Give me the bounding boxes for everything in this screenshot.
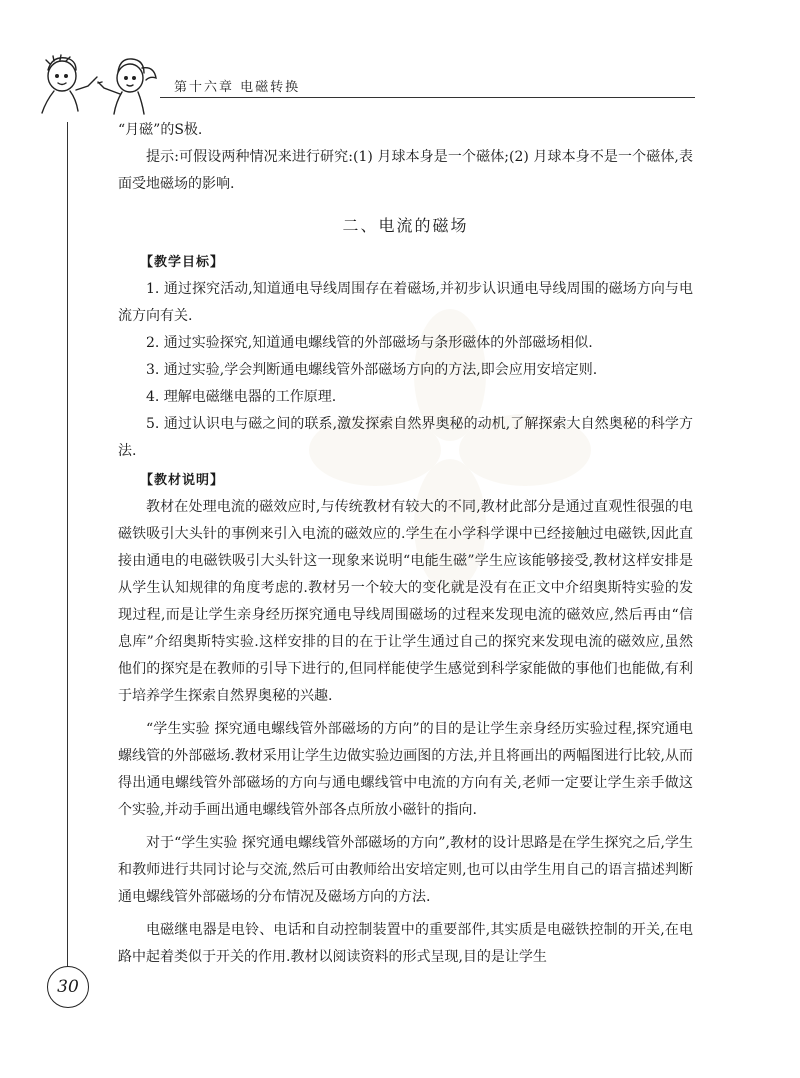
section-title: 二、电流的磁场	[342, 216, 469, 235]
material-label: 【教材说明】	[140, 473, 225, 488]
body-paragraph: “学生实验 探究通电螺线管外部磁场的方向”的目的是让学生亲身经历实验过程,探究通电螺线管的外部磁场.教材采用让学生边做实验边画图的方法,并且将画出的两幅图进行比较,从而得出通电螺线管外部磁场的方向与通电螺线管中电流的方向有关,老师一定要让学生亲手做这个实验,并动手画出通电螺线管外部各点所放小磁针的指向.	[118, 721, 693, 818]
header-rule	[160, 97, 695, 98]
objective-item: 3. 通过实验,学会判断通电螺线管外部磁场方向的方法,即会应用安培定则.	[146, 362, 598, 378]
hint-paragraph: 提示:可假设两种情况来进行研究:(1) 月球本身是一个磁体;(2) 月球本身不是一个磁体,表面受地磁场的影响.	[118, 149, 693, 192]
page-number: 30	[47, 966, 89, 1008]
objective-item: 1. 通过探究活动,知道通电导线周围存在着磁场,并初步认识通电导线周围的磁场方向与电流方向有关.	[118, 281, 693, 324]
objective-item: 2. 通过实验探究,知道通电螺线管的外部磁场与条形磁体的外部磁场相似.	[146, 335, 593, 351]
objective-item: 5. 通过认识电与磁之间的联系,激发探索自然界奥秘的动机,了解探索大自然奥秘的科学方法.	[118, 416, 693, 459]
body-paragraph: 对于“学生实验 探究通电螺线管外部磁场的方向”,教材的设计思路是在学生探究之后,学生和教师进行共同讨论与交流,然后可由教师给出安培定则,也可以由学生用自己的语言描述判断通电螺线管外部磁场的分布情况及磁场方向的方法.	[118, 835, 693, 905]
main-content	[118, 117, 693, 971]
objectives-label: 【教学目标】	[140, 255, 225, 270]
body-paragraph: 电磁继电器是电铃、电话和自动控制装置中的重要部件,其实质是电磁铁控制的开关,在电路中起着类似于开关的作用.教材以阅读资料的形式呈现,目的是让学生	[118, 922, 693, 965]
margin-line	[67, 122, 68, 967]
objective-item: 4. 理解电磁继电器的工作原理.	[146, 389, 337, 405]
intro-line: “月磁”的S极.	[118, 122, 203, 138]
chapter-header: 第十六章 电磁转换	[174, 80, 301, 95]
body-paragraph: 教材在处理电流的磁效应时,与传统教材有较大的不同,教材此部分是通过直观性很强的电磁铁吸引大头针的事例来引入电流的磁效应的.学生在小学科学课中已经接触过电磁铁,因此直接由通电的电磁铁吸引大头针这一现象来说明“电能生磁”学生应该能够接受,教材这样安排是从学生认知规律的角度考虑的.教材另一个较大的变化就是没有在正文中介绍奥斯特实验的发现过程,而是让学生亲身经历探究通电导线周围磁场的过程来发现电流的磁效应,然后再由“信息库”介绍奥斯特实验.这样安排的目的在于让学生通过自己的探究来发现电流的磁效应,虽然他们的探究是在教师的引导下进行的,但同样能使学生感觉到科学家能做的事他们也能做,有利于培养学生探索自然界奥秘的兴趣.	[118, 499, 693, 704]
children-illustration	[32, 50, 160, 124]
